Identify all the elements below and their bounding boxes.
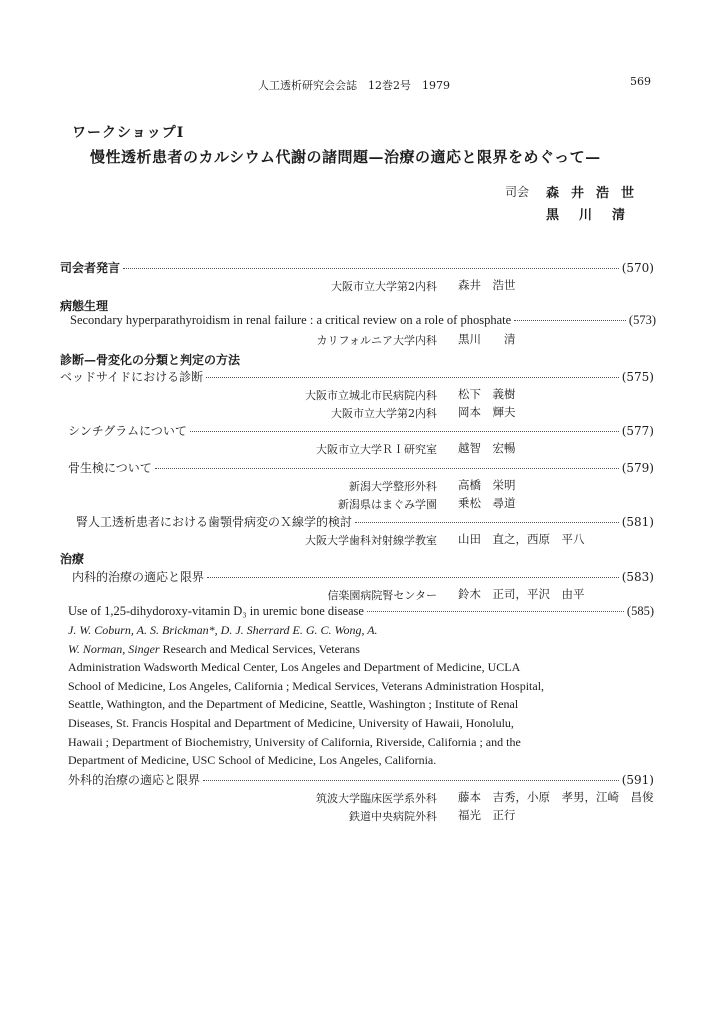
workshop-label: ワークショップⅠ <box>72 125 185 141</box>
leader-dots <box>514 320 626 321</box>
toc-entry-bone-biopsy <box>68 459 654 476</box>
affiliation-text: Research and Medical Services, Veterans <box>159 641 360 656</box>
toc-entry-page: (583) <box>621 570 654 584</box>
affiliation: 筑波大学臨床医学系外科 <box>316 792 437 805</box>
authors: 松下 義樹 <box>458 387 516 401</box>
toc-entry-moderator-remarks <box>60 259 654 276</box>
affiliation: 大阪大学歯科対射線学教室 <box>305 534 437 547</box>
toc-entry-hyperparathyroidism <box>70 313 656 328</box>
leader-dots <box>190 431 619 432</box>
authors: 山田 直之，西原 平八 <box>458 532 585 546</box>
toc-entry-title: シンチグラムについて <box>68 424 187 438</box>
affiliation-text: Hawaii ; Department of Biochemistry, University of California, Riverside, California ; and the <box>68 734 521 749</box>
authors: 森井 浩世 <box>458 278 516 292</box>
toc-entry-page: (579) <box>621 461 654 475</box>
toc-entry-title: 内科的治療の適応と限界 <box>72 570 205 584</box>
affiliation-text: Department of Medicine, USC School of Medicine, Los Angeles, California. <box>68 753 437 768</box>
toc-entry-title: 外科的治療の適応と限界 <box>68 773 201 787</box>
toc-entry-scintigram <box>68 422 654 439</box>
affiliation-text: Seattle, Wathington, and the Department of Medicine, Seattle, Washington ; Institute of Renal <box>68 697 519 712</box>
moderator-name-2: 黒川清 <box>546 208 646 223</box>
affiliation: 大阪市立大学第2内科 <box>331 407 437 420</box>
affiliation-text: Administration Wadsworth Medical Center, Los Angeles and Department of Medicine, UCLA <box>68 660 521 675</box>
page-number: 569 <box>630 75 651 88</box>
affiliation: 新潟県はまぐみ学園 <box>338 498 437 511</box>
section-diagnosis: 診断—骨変化の分類と判定の方法 <box>60 353 241 367</box>
toc-entry-page: (581) <box>621 515 654 529</box>
toc-entry-page: (585) <box>626 604 654 618</box>
affiliation: 大阪市立城北市民病院内科 <box>305 389 437 402</box>
affiliation: 信楽園病院腎センター <box>327 589 437 602</box>
authors: 黒川 清 <box>458 332 516 346</box>
leader-dots <box>207 577 619 578</box>
authors: 乗松 尋道 <box>458 496 516 510</box>
workshop-title: 慢性透析患者のカルシウム代謝の諸問題—治療の適応と限界をめぐって— <box>90 148 601 166</box>
moderator-name-1: 森井浩世 <box>546 186 647 201</box>
leader-dots <box>203 780 619 781</box>
authors: 鈴木 正司，平沢 由平 <box>458 587 585 601</box>
toc-entry-title: Use of 1,25-dihydoroxy-vitamin D₃ in uremic bone disease <box>68 604 364 618</box>
leader-dots <box>206 377 619 378</box>
toc-entry-title: ベッドサイドにおける診断 <box>60 370 204 384</box>
leader-dots <box>123 268 619 269</box>
authors: 藤本 吉秀，小原 孝男，江崎 昌俊 <box>458 790 654 804</box>
authors: 越智 宏暢 <box>458 441 516 455</box>
toc-entry-title: 腎人工透析患者における歯顎骨病変のＸ線学的検討 <box>76 515 353 529</box>
leader-dots <box>367 611 624 612</box>
affiliation: カリフォルニア大学内科 <box>316 334 437 347</box>
toc-entry-surgical-treatment <box>68 771 654 788</box>
toc-entry-page: (591) <box>621 773 654 787</box>
toc-entry-bedside-diagnosis <box>60 368 654 385</box>
affiliation-text: Diseases, St. Francis Hospital and Department of Medicine, University of Hawaii, Honolulu, <box>68 715 514 730</box>
affiliation-text: School of Medicine, Los Angeles, California ; Medical Services, Veterans Administration Hospital, <box>68 678 545 693</box>
toc-entry-vitamin-d3 <box>68 604 654 619</box>
section-treatment: 治療 <box>60 552 85 566</box>
toc-entry-title: 骨生検について <box>68 461 152 475</box>
toc-entry-page: (573) <box>628 313 656 327</box>
affiliation: 新潟大学整形外科 <box>349 480 437 493</box>
toc-entry-jaw-xray <box>76 513 654 530</box>
toc-entry-medical-treatment <box>72 568 654 585</box>
toc-entry-page: (575) <box>621 370 654 384</box>
leader-dots <box>155 468 619 469</box>
authors: 岡本 輝夫 <box>458 405 516 419</box>
toc-entry-title: Secondary hyperparathyroidism in renal failure : a critical review on a role of phosphate <box>70 313 512 327</box>
toc-entry-page: (570) <box>621 261 654 275</box>
toc-entry-page: (577) <box>621 424 654 438</box>
affiliation: 鉄道中央病院外科 <box>349 810 437 823</box>
authors: 福光 正行 <box>458 808 516 822</box>
affiliation: 大阪市立大学ＲＩ研究室 <box>316 443 437 456</box>
affiliation: 大阪市立大学第2内科 <box>331 280 437 293</box>
coburn-authors-affiliations <box>68 621 614 770</box>
moderator-role: 司会 <box>505 185 530 199</box>
journal-header: 人工透析研究会会誌 12巻2号 1979 <box>258 79 450 92</box>
authors: 高橋 栄明 <box>458 478 516 492</box>
italic-authors: W. Norman, Singer <box>68 641 160 656</box>
italic-authors: J. W. Coburn, A. S. Brickman*, D. J. Sherrard E. G. C. Wong, A. <box>68 623 378 637</box>
leader-dots <box>355 522 619 523</box>
toc-entry-title: 司会者発言 <box>60 261 121 275</box>
section-pathophysiology: 病態生理 <box>60 299 109 313</box>
